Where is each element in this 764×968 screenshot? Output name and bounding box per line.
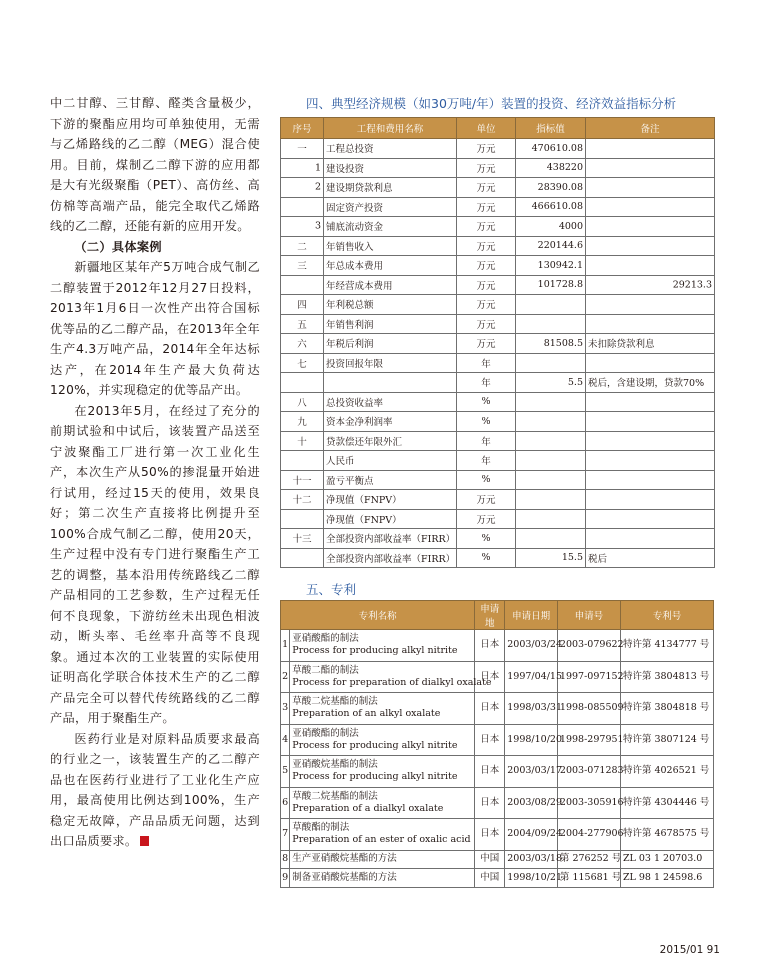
cell-value [516,529,586,549]
header-date: 申请日期 [505,601,558,630]
cell-date: 2003/03/18 [505,850,558,869]
patent-name-en: Preparation of an alkyl oxalate [292,708,441,720]
patent-name-cn: 制备亚硝酸烷基酯的方法 [292,871,397,883]
cell-patent-name [290,693,475,725]
cell-name-text: 铺底流动资金 [326,222,384,234]
cell-no: 8 [281,850,290,869]
cell-date: 1998/10/20 [505,724,558,756]
cell-note [586,490,715,510]
header-patent-name: 专利名称 [281,601,475,630]
cell-note [586,139,715,159]
cell-no: 五 [281,314,324,334]
cell-patent-no: 特许第 4134777 号 [620,630,713,662]
table-row [281,529,715,549]
cell-no: 十 [281,431,324,451]
cell-no: 六 [281,334,324,354]
cell-app-no: 第 115681 号 [557,869,620,888]
cell-date: 2004/09/24 [505,819,558,851]
table-row [281,869,714,888]
cell-no [281,548,324,568]
cell-name [324,412,457,432]
header-unit: 单位 [457,118,516,139]
cell-value [516,431,586,451]
cell-unit: 万元 [457,197,516,217]
table-row [281,178,715,198]
table-row [281,630,714,662]
cell-value: 470610.08 [516,139,586,159]
cell-name [314,217,457,237]
cell-name [324,197,457,217]
cell-patent-name [290,850,475,869]
cell-sub-no: 3 [314,220,321,232]
cell-patent-name [290,787,475,819]
cell-patent-no: 特许第 4304446 号 [620,787,713,819]
cell-note [586,509,715,529]
cell-no: 二 [281,236,324,256]
cell-date: 1998/10/21 [505,869,558,888]
cell-no [281,197,324,217]
cell-region: 中国 [475,869,505,888]
table-row [281,392,715,412]
table-row [281,819,714,851]
table-row [281,451,715,471]
cell-name-text: 净现值（FNPV） [326,495,402,507]
cell-unit: 万元 [457,158,516,178]
table-header-row [281,118,715,139]
cell-app-no: 2003-079622 [557,630,620,662]
cell-value [516,451,586,471]
table-row [281,724,714,756]
cell-name-text: 盈亏平衡点 [326,475,374,487]
table-row [281,236,715,256]
cell-name-text: 净现值（FNPV） [326,514,402,526]
patent-name-cn: 草酸二烷基酯的制法 [292,790,378,802]
section-title-patents: 五、专利 [306,582,357,597]
patent-table [280,600,714,888]
cell-app-no: 第 276252 号 [557,850,620,869]
cell-patent-no: ZL 98 1 24598.6 [620,869,713,888]
cell-note-text: 税后，含建设期，贷款70% [588,378,705,390]
table-row [281,661,714,693]
cell-patent-name [290,756,475,788]
table-row [281,693,714,725]
cell-name-text: 资本金净利润率 [326,417,393,429]
cell-patent-no: ZL 03 1 20703.0 [620,850,713,869]
cell-unit: 万元 [457,490,516,510]
cell-note-text: 税后 [588,553,608,565]
cell-note [586,295,715,315]
cell-name-text: 建设投资 [326,163,365,175]
cell-name-text: 贷款偿还年限外汇 [326,436,403,448]
cell-note [586,431,715,451]
cell-value: 466610.08 [516,197,586,217]
cell-no [281,509,324,529]
cell-no: 十三 [281,529,324,549]
cell-name [324,548,457,568]
subheading: （二）具体案例 [74,239,162,254]
cell-unit: 万元 [457,236,516,256]
cell-note [586,353,715,373]
cell-no: 十一 [281,470,324,490]
cell-no: 2 [281,661,290,693]
cell-value [516,392,586,412]
cell-unit: 万元 [457,139,516,159]
cell-region: 日本 [475,787,505,819]
cell-name [324,139,457,159]
cell-unit: 万元 [457,275,516,295]
cell-value: 220144.6 [516,236,586,256]
cell-no [281,451,324,471]
cell-name-text: 年销售收入 [326,241,374,253]
cell-name-text: 建设期贷款利息 [326,183,393,195]
header-patent-no: 专利号 [620,601,713,630]
table-row [281,158,715,178]
cell-value: 130942.1 [516,256,586,276]
cell-date: 1997/04/15 [505,661,558,693]
cell-no: 十二 [281,490,324,510]
cell-value: 438220 [516,158,586,178]
cell-name [324,451,457,471]
cell-note [586,373,715,393]
cell-date: 2003/08/29 [505,787,558,819]
cell-unit: 万元 [457,314,516,334]
cell-name-text: 人民币 [326,456,355,468]
cell-note [586,236,715,256]
cell-note [586,158,715,178]
table-row [281,490,715,510]
cell-date: 2003/03/17 [505,756,558,788]
cell-no: 三 [281,256,324,276]
header-value: 指标值 [516,118,586,139]
cell-name [324,334,457,354]
cell-region: 中国 [475,850,505,869]
table-row [281,412,715,432]
cell-region: 日本 [475,693,505,725]
table-row [281,787,714,819]
cell-name [324,470,457,490]
cell-app-no: 1997-097152 [557,661,620,693]
cell-name [324,509,457,529]
cell-value [516,353,586,373]
table-row [281,334,715,354]
cell-name-text: 工程总投资 [326,144,374,156]
header-app-no: 申请号 [557,601,620,630]
table-header-row [281,601,714,630]
table-row [281,256,715,276]
cell-no: 4 [281,724,290,756]
cell-name [324,314,457,334]
table-row [281,548,715,568]
cell-name [324,490,457,510]
cell-name [324,431,457,451]
page-footer: 2015/01 91 [659,944,720,956]
cell-unit: 万元 [457,509,516,529]
cell-no: 八 [281,392,324,412]
cell-no [281,275,324,295]
patent-name-en: Process for preparation of dialkyl oxalate [292,676,492,688]
cell-unit: 年 [457,451,516,471]
table-row [281,509,715,529]
patent-name-en: Process for producing alkyl nitrite [292,739,458,751]
left-column [50,93,260,852]
table-row [281,431,715,451]
cell-name-text: 年利税总额 [326,300,374,312]
cell-unit: 万元 [457,295,516,315]
table-row [281,217,715,237]
section-title-investment: 四、典型经济规模（如30万吨/年）装置的投资、经济效益指标分析 [306,96,677,111]
patent-name-en: Preparation of an ester of oxalic acid [292,834,471,846]
cell-no: 3 [281,693,290,725]
cell-name-text: 总投资收益率 [326,397,384,409]
table-row [281,353,715,373]
cell-name-text: 年销售利润 [326,319,374,331]
cell-unit: 万元 [457,256,516,276]
cell-unit: 年 [457,353,516,373]
cell-no [281,373,324,393]
cell-app-no: 2003-305916 [557,787,620,819]
cell-value: 4000 [516,217,586,237]
cell-no: 5 [281,756,290,788]
paragraph-text: 医药行业是对原料品质要求最高的行业之一，该装置生产的乙二醇产品也在医药行业进行了工业化生产应用，最高使用比例达到100%，生产稳定无故障，产品品质无问题，达到出口品质要求。 [50,731,260,848]
cell-name-text: 年总成本费用 [326,261,384,273]
table-row [281,275,715,295]
cell-sub-no: 1 [314,162,321,174]
cell-region: 日本 [475,724,505,756]
cell-note [586,451,715,471]
patent-name-cn: 亚硝酸酯的制法 [292,633,359,645]
cell-date: 1998/03/31 [505,693,558,725]
patent-name-en: Process for producing alkyl nitrite [292,645,458,657]
cell-note [586,548,715,568]
cell-unit: % [457,412,516,432]
cell-no: 7 [281,819,290,851]
cell-region: 日本 [475,756,505,788]
investment-table-body [281,139,715,568]
cell-date: 2003/03/24 [505,630,558,662]
table-row [281,373,715,393]
cell-note [586,275,715,295]
cell-value: 15.5 [516,548,586,568]
cell-value [516,490,586,510]
cell-no: 9 [281,869,290,888]
cell-name-text: 投资回报年限 [326,358,384,370]
cell-patent-name [290,630,475,662]
table-row [281,295,715,315]
cell-no: 一 [281,139,324,159]
patent-name-cn: 草酸二烷基酯的制法 [292,696,378,708]
cell-unit: 万元 [457,217,516,237]
cell-no: 四 [281,295,324,315]
cell-region: 日本 [475,819,505,851]
patent-name-cn: 草酸二酯的制法 [292,664,359,676]
header-no: 序号 [281,118,324,139]
cell-app-no: 1998-297951 [557,724,620,756]
investment-table [280,117,715,568]
patent-name-en: Process for producing alkyl nitrite [292,771,458,783]
cell-name [324,236,457,256]
cell-unit: 万元 [457,334,516,354]
cell-name-text: 固定资产投资 [326,202,384,214]
cell-name-text: 年经营成本费用 [326,280,393,292]
cell-patent-no: 特许第 3807124 号 [620,724,713,756]
cell-no: 1 [281,630,290,662]
table-row [281,139,715,159]
cell-note [586,392,715,412]
header-name: 工程和费用名称 [324,118,457,139]
cell-value [516,470,586,490]
header-region: 申请地 [475,601,505,630]
cell-app-no: 2004-277906 [557,819,620,851]
patent-name-cn: 亚硝酸酯的制法 [292,727,359,739]
cell-value [516,509,586,529]
cell-note [586,314,715,334]
cell-patent-no: 特许第 3804818 号 [620,693,713,725]
cell-value: 81508.5 [516,334,586,354]
cell-unit: % [457,548,516,568]
cell-name [324,373,457,393]
cell-value: 5.5 [516,373,586,393]
cell-name [324,256,457,276]
cell-unit: 年 [457,373,516,393]
cell-note [586,217,715,237]
cell-value [516,412,586,432]
paragraph: 在2013年5月，在经过了充分的前期试验和中试后，该装置产品送至宁波聚酯工厂进行第一次工业化生产，本次生产从50%的掺混量开始进行试用，经过15天的使用，效果良好；第二次生产直接将比例提升至100%合成气制乙二醇，使用20天，生产过程中没有专门进行聚酯生产工艺的调整，基本沿用传统路线乙二醇产品相同的工艺参数，生产过程无任何不良现象，下游纺丝未出现色相波动，断头率、毛丝率升高等不良现象。通过本次的工业装置的实际使用证明高化学联合体技术生产的乙二醇产品完全可以替代传统路线的乙二醇产品，用于聚酯生产。 [50,403,260,725]
table-row [281,197,715,217]
patent-name-cn: 亚硝酸烷基酯的制法 [292,759,378,771]
table-row [281,850,714,869]
paragraph: 新疆地区某年产5万吨合成气制乙二醇装置于2012年12月27日投料，2013年1月6日一次性产出符合国标优等品的乙二醇产品，在2013年全年生产4.3万吨产品，2014年全年达标达产，在2014年生产最大负荷达120%，并实现稳定的优等品产出。 [50,260,260,397]
cell-unit: 年 [457,431,516,451]
cell-patent-name [290,724,475,756]
cell-note [586,178,715,198]
cell-app-no: 2003-071283 [557,756,620,788]
table-row [281,470,715,490]
cell-name [314,158,457,178]
cell-note [586,470,715,490]
cell-region: 日本 [475,661,505,693]
cell-note [586,256,715,276]
cell-name [314,178,457,198]
cell-name [324,392,457,412]
cell-unit: % [457,529,516,549]
cell-note [586,412,715,432]
cell-patent-no: 特许第 4678575 号 [620,819,713,851]
cell-note-text: 未扣除贷款利息 [588,339,655,351]
cell-patent-name [290,869,475,888]
cell-no: 6 [281,787,290,819]
header-note: 备注 [586,118,715,139]
table-row [281,314,715,334]
cell-name [324,529,457,549]
cell-no: 七 [281,353,324,373]
cell-unit: 万元 [457,178,516,198]
paragraph: 中二甘醇、三甘醇、醛类含量极少，下游的聚酯应用均可单独使用，无需与乙烯路线的乙二醇（MEG）混合使用。目前，煤制乙二醇下游的应用都是大有光级聚酯（PET）、高仿丝、高仿棉等高端产品，能完全取代乙烯路线的乙二醇，还能有新的应用开发。 [50,96,260,233]
paragraph [50,729,260,852]
cell-note [586,197,715,217]
cell-name [324,295,457,315]
cell-sub-no: 2 [314,181,321,193]
patent-name-en: Preparation of a dialkyl oxalate [292,802,444,814]
cell-name-text: 年税后利润 [326,339,374,351]
cell-name [324,275,457,295]
cell-patent-no: 特许第 4026521 号 [620,756,713,788]
cell-note [586,334,715,354]
cell-region: 日本 [475,630,505,662]
cell-app-no: 1998-085509 [557,693,620,725]
end-mark-icon [140,836,149,846]
cell-patent-name [290,819,475,851]
cell-unit: % [457,392,516,412]
cell-name [324,353,457,373]
cell-note [586,529,715,549]
cell-value: 28390.08 [516,178,586,198]
cell-value: 101728.8 [516,275,586,295]
cell-value [516,314,586,334]
cell-patent-no: 特许第 3804813 号 [620,661,713,693]
patent-name-cn: 草酸酯的制法 [292,822,350,834]
cell-extra-value: 29213.3 [672,279,712,291]
cell-value [516,295,586,315]
cell-no: 九 [281,412,324,432]
cell-name-text: 全部投资内部收益率（FIRR） [326,553,456,565]
table-row [281,756,714,788]
patent-table-body [281,630,714,888]
cell-unit: % [457,470,516,490]
patent-name-cn: 生产亚硝酸烷基酯的方法 [292,853,397,865]
cell-name-text: 全部投资内部收益率（FIRR） [326,534,456,546]
